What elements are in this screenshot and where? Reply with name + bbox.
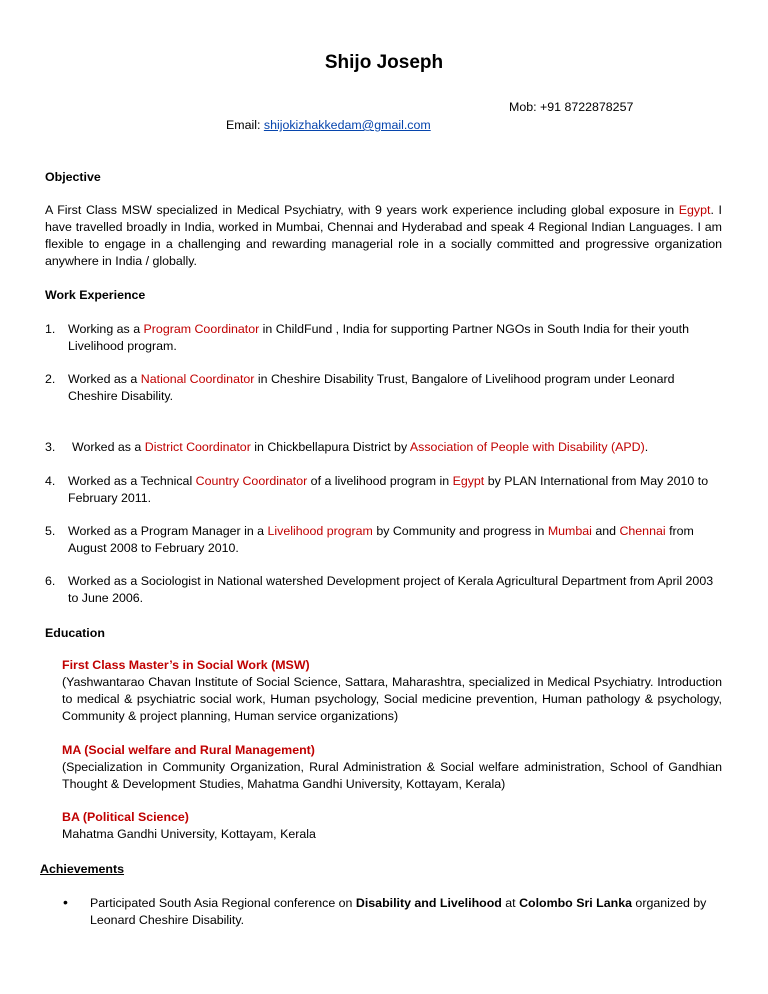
item-text: in ChildFund , India for supporting Partner NGOs in South India for their youth Livelihood program. bbox=[68, 322, 690, 353]
degree-details: Mahatma Gandhi University, Kottayam, Kerala bbox=[62, 827, 316, 841]
item-text: Working as a bbox=[68, 322, 144, 336]
role-highlight: District Coordinator bbox=[144, 440, 251, 454]
item-number: 3. bbox=[45, 440, 56, 454]
item-number: 2. bbox=[45, 372, 56, 386]
education-item bbox=[62, 809, 722, 843]
item-text: in Cheshire Disability Trust, Bangalore of Livelihood program under Leonard Cheshire Disability. bbox=[68, 372, 675, 403]
item-text: and bbox=[591, 524, 620, 538]
item-text: Worked as a Technical bbox=[68, 474, 196, 488]
item-number: 4. bbox=[45, 474, 56, 488]
bullet-icon: • bbox=[63, 894, 68, 910]
candidate-name: Shijo Joseph bbox=[324, 52, 444, 73]
objective-text-1: A First Class MSW specialized in Medical Psychiatry, with 9 years work experience including global exposure in bbox=[45, 203, 679, 217]
degree-details: (Yashwantarao Chavan Institute of Social Science, Sattara, Maharashtra, specialized in Medical Psychiatry. Introduction to medical & psychiatric social work, Human psychology, Social medicine prevention, Human pathology & psychology, Community & project planning, Human service organizations) bbox=[62, 675, 722, 723]
work-item bbox=[45, 439, 725, 456]
bold-text: Disability and Livelihood bbox=[355, 896, 502, 910]
item-text: Worked as a bbox=[68, 372, 141, 386]
role-highlight: Program Coordinator bbox=[143, 322, 260, 336]
work-item bbox=[45, 523, 725, 557]
item-text: in Chickbellapura District by bbox=[250, 440, 410, 454]
item-text: Worked as a bbox=[72, 440, 145, 454]
degree-title: MA (Social welfare and Rural Management) bbox=[62, 743, 315, 757]
role-highlight: Country Coordinator bbox=[195, 474, 308, 488]
mobile-number: Mob: +91 8722878257 bbox=[509, 100, 634, 114]
work-item bbox=[45, 321, 725, 355]
item-text: by Community and progress in bbox=[372, 524, 548, 538]
item-text: at bbox=[501, 896, 520, 910]
achievements-heading: Achievements bbox=[40, 862, 125, 876]
degree-title: First Class Master’s in Social Work (MSW) bbox=[62, 658, 310, 672]
achievement-item bbox=[90, 895, 720, 929]
work-experience-heading: Work Experience bbox=[45, 288, 146, 302]
item-text: Worked as a Program Manager in a bbox=[68, 524, 268, 538]
work-item bbox=[45, 473, 725, 507]
education-item bbox=[62, 742, 722, 793]
item-number: 6. bbox=[45, 574, 56, 588]
item-text: organized by Leonard Cheshire Disability. bbox=[90, 896, 707, 927]
work-item bbox=[45, 371, 725, 405]
degree-title: BA (Political Science) bbox=[62, 810, 189, 824]
item-number: 5. bbox=[45, 524, 56, 538]
program-highlight: Livelihood program bbox=[267, 524, 373, 538]
work-item bbox=[45, 573, 725, 607]
objective-heading: Objective bbox=[45, 170, 101, 184]
location-highlight: Chennai bbox=[619, 524, 666, 538]
bold-text: Colombo Sri Lanka bbox=[519, 896, 632, 910]
item-text: . bbox=[644, 440, 649, 454]
item-number: 1. bbox=[45, 322, 56, 336]
item-text: Participated South Asia Regional conference on bbox=[90, 896, 356, 910]
item-text: by PLAN International from May 2010 to February 2011. bbox=[68, 474, 709, 505]
degree-details: (Specialization in Community Organization, Rural Administration & Social welfare administration, School of Gandhian Thought & Development Studies, Mahatma Gandhi University, Kottayam, Kerala) bbox=[62, 760, 722, 791]
location-highlight: Egypt bbox=[452, 474, 485, 488]
email-link[interactable]: shijokizhakkedam@gmail.com bbox=[263, 118, 431, 132]
org-highlight: Association of People with Disability (APD) bbox=[409, 440, 645, 454]
education-item bbox=[62, 657, 722, 725]
item-text: of a livelihood program in bbox=[307, 474, 453, 488]
email-label: Email: bbox=[226, 118, 264, 132]
role-highlight: National Coordinator bbox=[140, 372, 255, 386]
location-highlight: Mumbai bbox=[547, 524, 592, 538]
item-text: Worked as a Sociologist in National watershed Development project of Kerala Agricultural Department from April 2003 to June 2006. bbox=[68, 574, 714, 605]
objective-paragraph bbox=[45, 202, 722, 270]
objective-country: Egypt bbox=[678, 203, 711, 217]
objective-text-2: . I have travelled broadly in India, worked in Mumbai, Chennai and Hyderabad and speak 4 Regional Indian Languages. I am flexible to engage in a challenging and rewarding managerial role in a socially committed and progressive organization anywhere in India / globally. bbox=[45, 203, 722, 268]
email-line bbox=[226, 117, 431, 134]
education-heading: Education bbox=[45, 626, 105, 640]
item-text: from August 2008 to February 2010. bbox=[68, 524, 694, 555]
